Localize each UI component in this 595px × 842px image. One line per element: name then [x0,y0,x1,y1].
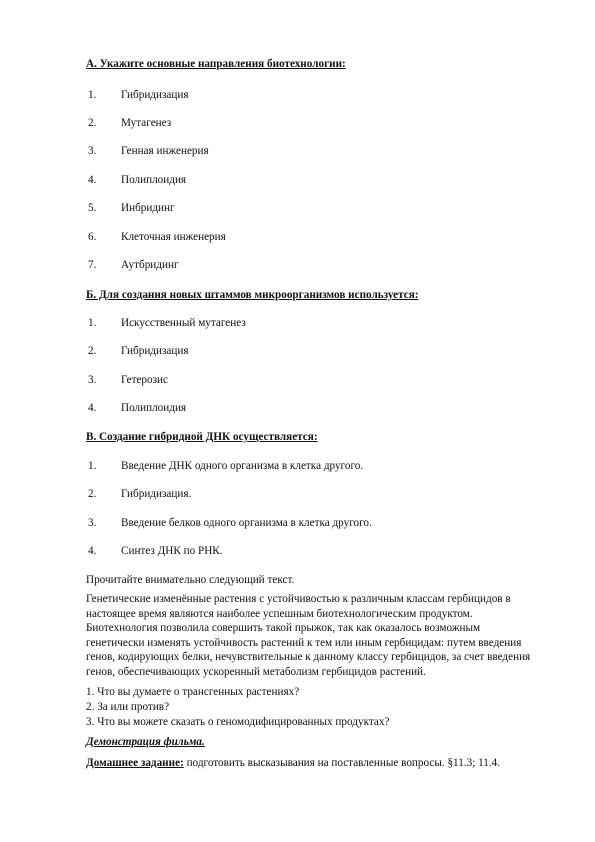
section-b-item-4-number: 4. [88,402,97,414]
section-b-item-2-text: Гибридизация [121,345,189,357]
question-3: 3. Что вы можете сказать о геномодифицированных продуктах? [86,716,390,728]
homework-label: Домашнее задание: [86,757,184,769]
section-a-item-1-number: 1. [88,89,97,101]
section-a-item-6-text: Клеточная инженерия [121,231,226,243]
section-a-item-1-text: Гибридизация [121,89,189,101]
section-c-item-2-text: Гибридизация. [121,488,192,500]
reading-prompt: Прочитайте внимательно следующий текст. [86,574,295,586]
section-b-item-2-number: 2. [88,345,97,357]
section-b-item-3-number: 3. [88,374,97,386]
section-c-heading: В. Создание гибридной ДНК осуществляется: [86,431,318,443]
section-a-heading: А. Укажите основные направления биотехнологии: [86,58,346,70]
section-a-item-3-text: Генная инженерия [121,145,209,157]
reading-paragraph: Генетические изменённые растения с устойчивостью к различным классам гербицидов в настоящее время являются наиболее успешным биотехнологическим продуктом. Биотехнология позволила совершить такой прыжок, так как оказалось возможным генетически изменять устойчивость растений к тем или иным гербицидам: путем введения генов, кодирующих белки, нечувствительные к данному классу гербицидов, за счет введения генов, обеспечивающих ускоренный метаболизм гербицидов растений. [86,593,531,678]
section-a-item-4-text: Полиплоидия [121,174,187,186]
section-b-item-1-number: 1. [88,317,97,329]
section-a-item-2-number: 2. [88,117,97,129]
section-b-item-3-text: Гетерозис [121,374,168,386]
section-a-item-4-number: 4. [88,174,97,186]
section-b-item-1-text: Искусственный мутагенез [121,317,246,329]
film-demonstration: Демонстрация фильма. [86,736,205,748]
section-a-item-2-text: Мутагенез [121,117,172,129]
section-b-item-4-text: Полиплоидия [121,402,187,414]
section-a-item-7-number: 7. [88,259,97,271]
section-a-item-6-number: 6. [88,231,97,243]
section-c-item-3-number: 3. [88,517,97,529]
section-c-item-1-text: Введение ДНК одного организма в клетка другого. [121,460,364,472]
section-a-item-5-text: Инбридинг [121,202,175,214]
question-1: 1. Что вы думаете о трансгенных растениях? [86,686,300,698]
homework-line [86,757,500,769]
section-c-item-3-text: Введение белков одного организма в клетка другого. [121,517,372,529]
section-c-item-2-number: 2. [88,488,97,500]
section-b-heading: Б. Для создания новых штаммов микроорганизмов используется: [86,289,419,301]
section-c-item-1-number: 1. [88,460,97,472]
question-2: 2. За или против? [86,701,170,713]
section-a-item-5-number: 5. [88,202,97,214]
section-c-item-4-text: Синтез ДНК по РНК. [121,545,223,557]
section-c-item-4-number: 4. [88,545,97,557]
section-a-item-3-number: 3. [88,145,97,157]
section-a-item-7-text: Аутбридинг [121,259,179,271]
homework-text: подготовить высказывания на поставленные вопросы. §11.3; 11.4. [183,757,501,769]
